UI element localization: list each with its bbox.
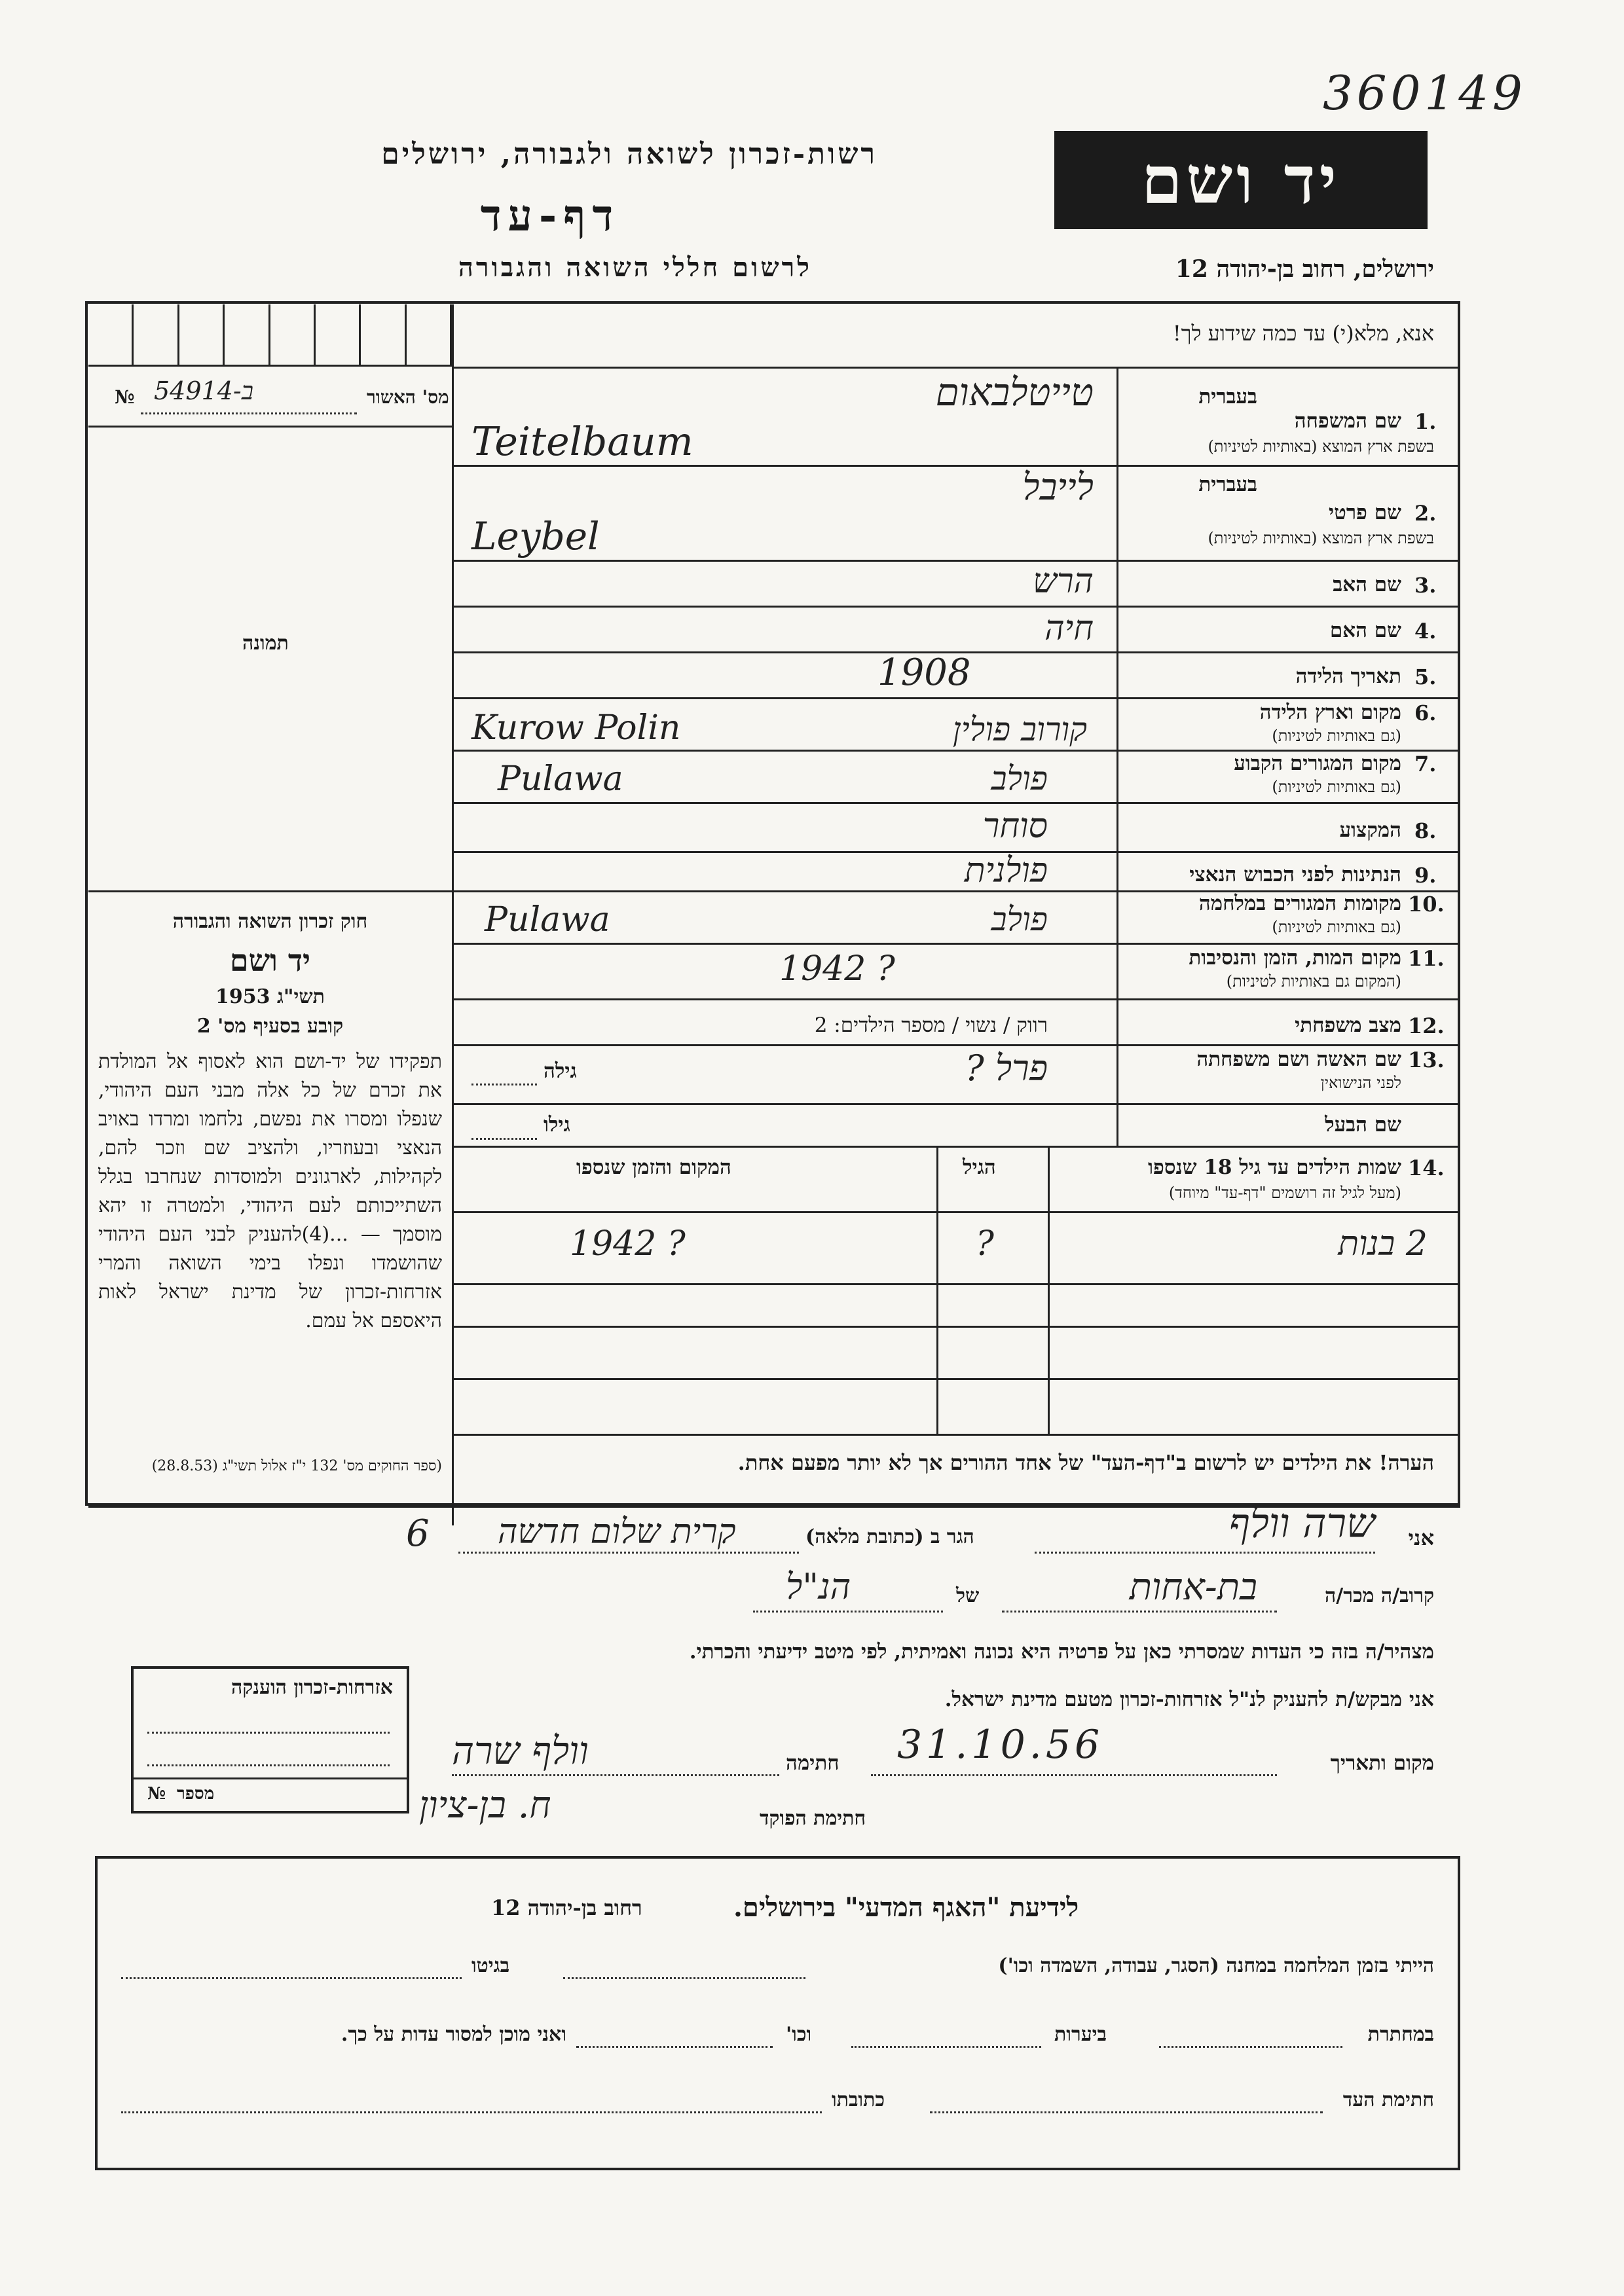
decl-request: אני מבקש/ת להעניק לנ"ל אזרחות-זכרון מטעם מדינת ישראל.	[944, 1688, 1434, 1711]
field-10-label: מקומות המגורים במלחמה	[1198, 892, 1401, 915]
field-8-label: המקצוע	[1339, 818, 1401, 842]
field-7-latin-value: Pulawa	[498, 759, 623, 799]
field-3-value: הרש	[1033, 562, 1094, 601]
field-2-hebrew-tag: בעברית	[1198, 473, 1257, 496]
field-11-sub: (המקום גם באותיות לטיניות)	[1226, 972, 1401, 991]
field-13-value: פרל ?	[965, 1048, 1048, 1089]
field-13-label: שם האשה ושם משפחתה	[1196, 1048, 1401, 1071]
field-6-label: מקום וארץ הלידה	[1259, 701, 1401, 724]
children-label: שמות הילדים עד גיל 18 שנספו	[1148, 1156, 1401, 1179]
form-title: דף-עד	[480, 190, 620, 241]
approval-number-symbol: №	[115, 386, 135, 408]
field-8-value: סוחר	[982, 807, 1048, 846]
field-5-value: 1908	[877, 651, 971, 694]
decl-statement: מצהיר/ה בזה כי העדות שמסרתי כאן על פרטיה היא נכונה ואמיתית, לפי מיטב ידיעתי והכרתי.	[689, 1640, 1434, 1664]
field-1-latin-value: Teitelbaum	[471, 419, 693, 465]
decl-signature-label: חתימה	[786, 1751, 840, 1775]
law-name: יד ושם	[229, 943, 311, 978]
decl-witness-name: שרה וולף	[1228, 1499, 1375, 1547]
field-3-label: שם האב	[1333, 573, 1401, 596]
field-6-num: 6.	[1414, 701, 1437, 725]
field-4-num: 4.	[1414, 619, 1437, 644]
children-row-place: 1942 ?	[570, 1224, 686, 1264]
field-10-num: 10.	[1408, 892, 1445, 917]
left-code-boxes	[88, 304, 452, 367]
decl-of-value: הנ"ל	[786, 1566, 851, 1607]
bottom-line2-d: ואני מוכן למסור עדות על כך.	[341, 2023, 566, 2046]
field-6-value: קורוב פולין	[952, 710, 1087, 748]
husband-label: שם הבעל	[1325, 1113, 1401, 1137]
law-title: חוק זכרון השואה והגבורה	[172, 910, 368, 933]
decl-place-date-label: מקום ותאריך	[1330, 1751, 1434, 1775]
law-body: תפקידו של יד-ושם הוא לאסוף אל המולדת את זכרם של כל אלה מבני העם היהודי, שנפלו ומסרו את נפשם, נלחמו ומרדו באויב הנאצי ובעוזריו, ולהציב שם וזכר להם, לקהילות, לארגונים ולמוסדות שנחרבו בגלל השתייכותם לעם היהודי, ולמטרה זו יהא מוסמך — ...(4)להעניק לבני העם היהודי שהושמדו ונפלו בימי השואה והמרי אזרחות-זכרון של מדינת ישראל לאות היאספם אל עמם.	[98, 1050, 443, 1332]
yad-vashem-logo: יד ושם	[1054, 131, 1428, 229]
bottom-address: רחוב בן-יהודה 12	[491, 1895, 642, 1920]
approval-number: 54914-ב	[154, 376, 254, 405]
bottom-line2-b: ביערות	[1054, 2023, 1107, 2046]
field-9-value: פולנית	[964, 851, 1048, 890]
bottom-line2-c: וכו'	[786, 2023, 812, 2046]
field-7-value: פולב	[991, 759, 1048, 797]
header-address: ירושלים, רחוב בן-יהודה 12	[1175, 255, 1434, 283]
field-2-sub: בשפת ארץ המוצא (באותיות לטיניות)	[1208, 529, 1434, 547]
husband-age-label: גילו	[544, 1113, 570, 1137]
citizenship-number-symbol: №	[147, 1784, 166, 1804]
decl-official-sig-value[interactable]: ח. בן-ציון	[419, 1784, 551, 1827]
field-1-num: 1.	[1414, 409, 1437, 434]
decl-ani: אני	[1408, 1525, 1434, 1550]
field-8-num: 8.	[1414, 818, 1437, 843]
bottom-line2-a: במחתרת	[1367, 2023, 1434, 2046]
photo-label: תמונה	[242, 632, 289, 655]
children-note: הערה! את הילדים יש לרשום ב"דף-העד" של אחד ההורים אך לא יותר מפעם אחת.	[737, 1450, 1434, 1475]
top-note: אנא, מלא(י) עד כמה שידוע לך!	[1172, 321, 1434, 346]
field-11-label: מקום המות, הזמן והנסיבות	[1189, 946, 1401, 970]
decl-address-num: 6	[406, 1512, 430, 1555]
field-13-age-label: גילה	[544, 1059, 577, 1083]
approval-label: מס' האשור	[367, 386, 449, 408]
field-12-label: מצב משפחתי	[1295, 1013, 1401, 1037]
field-10-latin-value: Pulawa	[485, 900, 610, 939]
bottom-line1-a: הייתי בזמן המלחמה במחנה (הסגר, עבודה, השמדה וכו')	[998, 1954, 1434, 1977]
children-age-header: הגיל	[963, 1156, 996, 1179]
field-12-num: 12.	[1408, 1013, 1445, 1038]
field-7-label: מקום המגורים הקבוע	[1234, 752, 1401, 775]
law-clause: קובע בסעיף מס' 2	[196, 1015, 344, 1038]
field-4-label: שם האם	[1329, 619, 1401, 642]
field-9-num: 9.	[1414, 863, 1437, 888]
law-source: (ספר החוקים מס' 132 י"ז אלול תשי"ג (28.8.53)	[151, 1458, 442, 1474]
citizenship-title: אזרחות-זכרון הוענקה	[231, 1676, 393, 1699]
law-year: תשי"ג 1953	[215, 985, 325, 1008]
field-11-value: 1942 ?	[779, 949, 895, 989]
bottom-line3-b: כתובתו	[832, 2088, 885, 2111]
bottom-line3-a: חתימת העד	[1342, 2088, 1434, 2111]
field-6-sub: (גם באותיות לטיניות)	[1272, 727, 1401, 745]
field-2-label: שם פרטי	[1328, 501, 1401, 524]
children-num: 14.	[1408, 1156, 1445, 1180]
field-1-hebrew-value: טייטלבאום	[935, 370, 1094, 414]
decl-signature-value[interactable]: וולף שרה	[452, 1728, 589, 1773]
decl-relative-label: קרוב/ה מכר/ה	[1325, 1584, 1434, 1607]
field-13-num: 13.	[1408, 1048, 1445, 1072]
field-5-num: 5.	[1414, 665, 1437, 689]
field-3-num: 3.	[1414, 573, 1437, 598]
decl-of-label: של	[956, 1584, 980, 1607]
field-5-label: תאריך הלידה	[1295, 665, 1401, 688]
children-row-names: 2 בנות	[1338, 1224, 1428, 1264]
field-13-sub: לפני הנישואין	[1320, 1074, 1401, 1092]
bottom-line1-b: בגיטו	[471, 1954, 510, 1977]
field-4-value: חיה	[1044, 609, 1094, 648]
decl-address-value: קרית שלום חדשה	[498, 1512, 736, 1552]
children-place-header: המקום והזמן שנספו	[576, 1156, 731, 1179]
field-9-label: הנתינות לפני הכבוש הנאצי	[1189, 863, 1401, 886]
field-12-value: רווק / נשוי / מספר הילדים: 2	[814, 1013, 1048, 1037]
decl-date-value: 31.10.56	[897, 1722, 1104, 1768]
field-1-sub: בשפת ארץ המוצא (באותיות לטיניות)	[1208, 437, 1434, 456]
archive-number: 360149	[1323, 65, 1526, 120]
citizenship-number-label: מספר	[177, 1784, 215, 1804]
decl-relation-value: בת-אחות	[1129, 1566, 1257, 1609]
children-sub: (מעל לגיל זה רושמים "דף-עד" מיוחד)	[1168, 1184, 1401, 1202]
field-10-value: פולב	[991, 900, 1048, 938]
field-1-label: שם המשפחה	[1294, 409, 1401, 433]
field-11-num: 11.	[1408, 946, 1445, 971]
form-subtitle: לרשום חללי השואה והגבורה	[458, 252, 812, 283]
field-1-hebrew-tag: בעברית	[1198, 385, 1257, 409]
decl-resides-label: הגר ב (כתובת מלאה)	[805, 1525, 974, 1548]
bottom-title: לידיעת "האגף המדעי" בירושלים.	[733, 1892, 1079, 1923]
field-10-sub: (גם באותיות לטיניות)	[1272, 918, 1401, 936]
field-2-latin-value: Leybel	[471, 514, 600, 558]
org-line: רשות-זכרון לשואה ולגבורה, ירושלים	[381, 137, 877, 171]
field-7-num: 7.	[1414, 752, 1437, 776]
children-row-age: ?	[976, 1224, 994, 1264]
decl-official-sig-label: חתימת הפוקד	[760, 1807, 866, 1830]
field-2-hebrew-value: לייבל	[1022, 466, 1094, 509]
field-6-latin-value: Kurow Polin	[471, 708, 681, 748]
field-2-num: 2.	[1414, 501, 1437, 526]
field-7-sub: (גם באותיות לטיניות)	[1272, 778, 1401, 796]
